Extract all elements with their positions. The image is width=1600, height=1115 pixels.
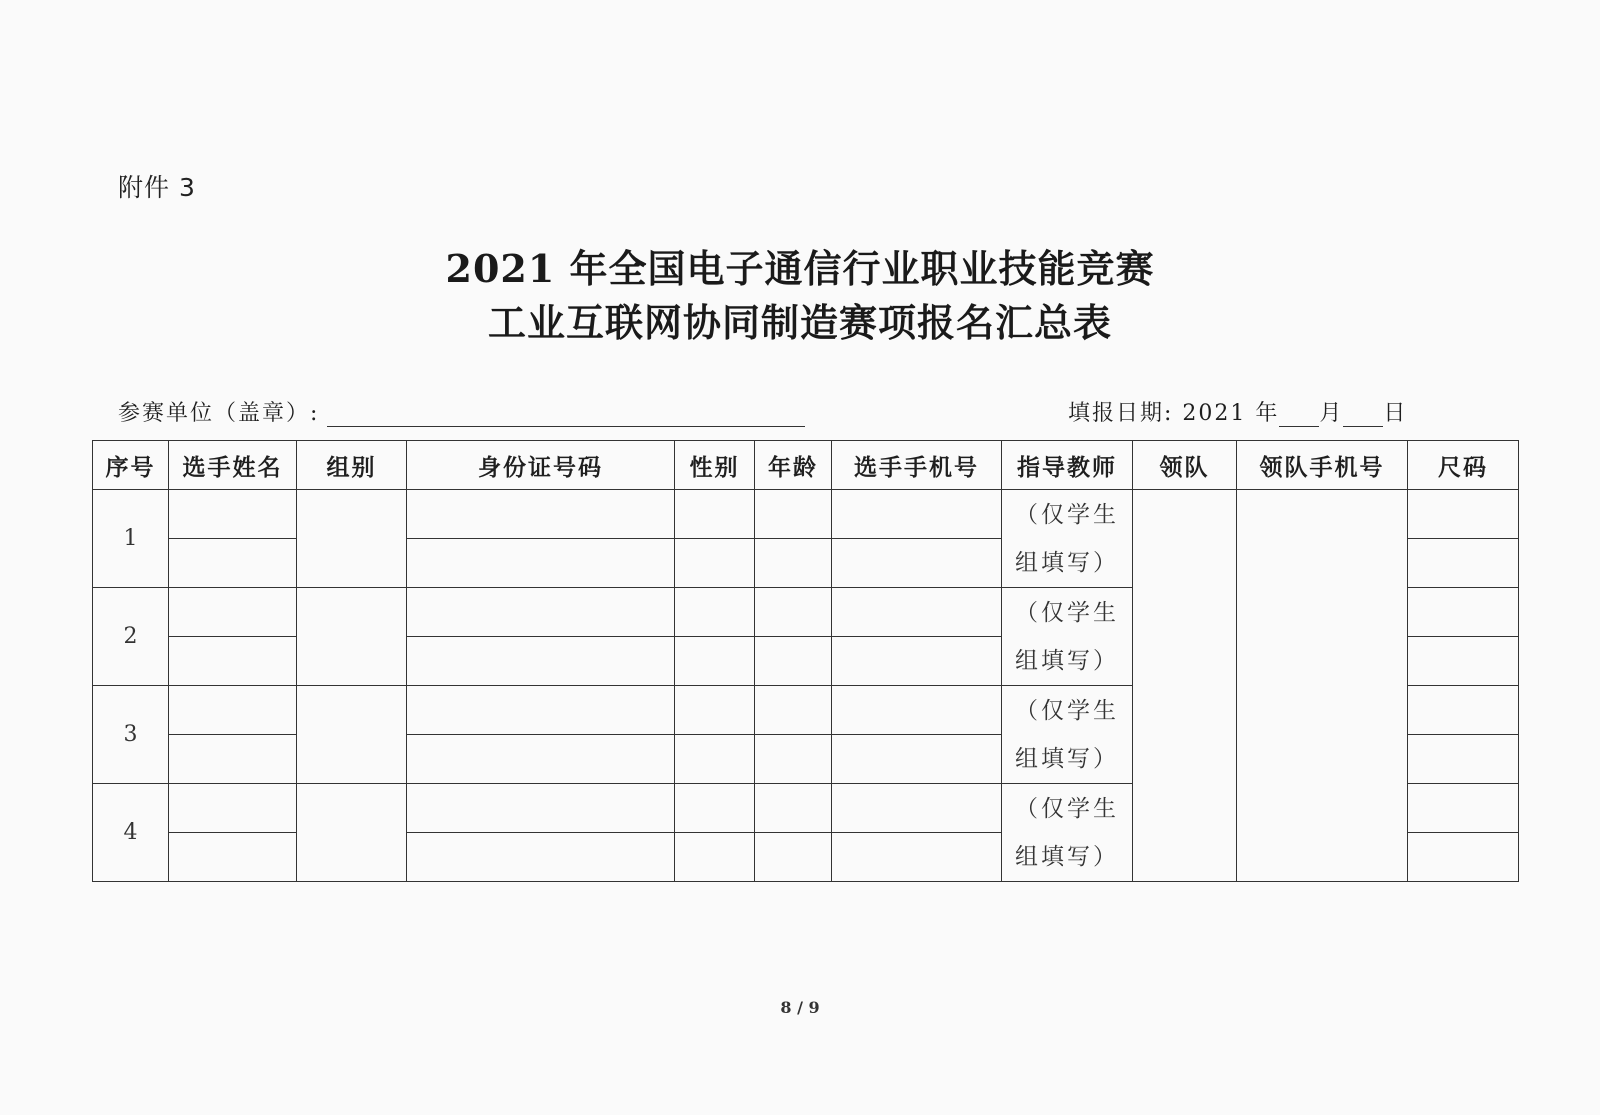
header-player-phone: 选手手机号: [832, 441, 1002, 490]
group-cell[interactable]: [297, 588, 407, 686]
player-phone-cell[interactable]: [832, 588, 1002, 637]
seq-cell: 2: [93, 588, 169, 686]
team-leader-cell[interactable]: [1133, 490, 1237, 882]
table-row: [93, 490, 1519, 539]
participating-unit-field[interactable]: [327, 400, 805, 427]
seq-cell: 4: [93, 784, 169, 882]
header-seq: 序号: [93, 441, 169, 490]
size-cell[interactable]: [1408, 539, 1519, 588]
gender-cell[interactable]: [675, 490, 755, 539]
size-cell[interactable]: [1408, 490, 1519, 539]
instructor-cell[interactable]: [1002, 588, 1133, 686]
header-player-name: 选手姓名: [169, 441, 297, 490]
age-cell[interactable]: [755, 539, 832, 588]
fill-date-month-field[interactable]: [1279, 402, 1319, 427]
id-number-cell[interactable]: [407, 539, 675, 588]
age-cell[interactable]: [755, 588, 832, 637]
participating-unit-row: [118, 396, 805, 427]
player-name-cell[interactable]: [169, 833, 297, 882]
age-cell[interactable]: [755, 686, 832, 735]
player-name-cell[interactable]: [169, 588, 297, 637]
gender-cell[interactable]: [675, 539, 755, 588]
age-cell[interactable]: [755, 784, 832, 833]
gender-cell[interactable]: [675, 833, 755, 882]
header-gender: 性别: [675, 441, 755, 490]
gender-cell[interactable]: [675, 637, 755, 686]
size-cell[interactable]: [1408, 637, 1519, 686]
player-phone-cell[interactable]: [832, 490, 1002, 539]
id-number-cell[interactable]: [407, 784, 675, 833]
instructor-note-line1: （仅学生: [1015, 795, 1119, 822]
player-phone-cell[interactable]: [832, 784, 1002, 833]
gender-cell[interactable]: [675, 735, 755, 784]
age-cell[interactable]: [755, 637, 832, 686]
age-cell[interactable]: [755, 833, 832, 882]
id-number-cell[interactable]: [407, 686, 675, 735]
size-cell[interactable]: [1408, 735, 1519, 784]
age-cell[interactable]: [755, 490, 832, 539]
gender-cell[interactable]: [675, 686, 755, 735]
header-instructor: 指导教师: [1002, 441, 1133, 490]
participating-unit-label: 参赛单位（盖章）:: [118, 401, 320, 426]
size-cell[interactable]: [1408, 686, 1519, 735]
header-age: 年龄: [755, 441, 832, 490]
group-cell[interactable]: [297, 784, 407, 882]
leader-phone-cell[interactable]: [1237, 490, 1408, 882]
player-phone-cell[interactable]: [832, 735, 1002, 784]
size-cell[interactable]: [1408, 784, 1519, 833]
age-cell[interactable]: [755, 735, 832, 784]
fill-date-day-field[interactable]: [1343, 402, 1383, 427]
id-number-cell[interactable]: [407, 833, 675, 882]
seq-cell: 3: [93, 686, 169, 784]
fill-date-row: [1068, 396, 1407, 427]
group-cell[interactable]: [297, 686, 407, 784]
instructor-note-line2: 组填写）: [1015, 549, 1119, 576]
id-number-cell[interactable]: [407, 637, 675, 686]
instructor-note-line1: （仅学生: [1015, 697, 1119, 724]
gender-cell[interactable]: [675, 588, 755, 637]
player-name-cell[interactable]: [169, 539, 297, 588]
instructor-cell[interactable]: [1002, 686, 1133, 784]
group-cell[interactable]: [297, 490, 407, 588]
fill-date-label: 填报日期: 2021 年: [1068, 401, 1280, 426]
instructor-note-line1: （仅学生: [1015, 501, 1119, 528]
page-number: 8 / 9: [780, 998, 820, 1017]
player-name-cell[interactable]: [169, 686, 297, 735]
player-name-cell[interactable]: [169, 735, 297, 784]
header-id-number: 身份证号码: [407, 441, 675, 490]
header-size: 尺码: [1408, 441, 1519, 490]
seq-cell: 1: [93, 490, 169, 588]
id-number-cell[interactable]: [407, 735, 675, 784]
attachment-label: 附件 3: [118, 173, 196, 202]
fill-date-month-label: 月: [1319, 401, 1344, 426]
instructor-note-line2: 组填写）: [1015, 745, 1119, 772]
form-title-line2: 工业互联网协同制造赛项报名汇总表: [487, 300, 1112, 345]
form-title-line1: 2021 年全国电子通信行业职业技能竞赛: [445, 246, 1155, 291]
instructor-note-line2: 组填写）: [1015, 843, 1119, 870]
player-phone-cell[interactable]: [832, 637, 1002, 686]
player-name-cell[interactable]: [169, 490, 297, 539]
size-cell[interactable]: [1408, 588, 1519, 637]
registration-table: [92, 440, 1519, 882]
header-leader-phone: 领队手机号: [1237, 441, 1408, 490]
player-phone-cell[interactable]: [832, 686, 1002, 735]
instructor-note-line1: （仅学生: [1015, 599, 1119, 626]
instructor-cell[interactable]: [1002, 490, 1133, 588]
gender-cell[interactable]: [675, 784, 755, 833]
id-number-cell[interactable]: [407, 490, 675, 539]
header-team-leader: 领队: [1133, 441, 1237, 490]
player-name-cell[interactable]: [169, 784, 297, 833]
instructor-note-line2: 组填写）: [1015, 647, 1119, 674]
size-cell[interactable]: [1408, 833, 1519, 882]
player-phone-cell[interactable]: [832, 833, 1002, 882]
player-phone-cell[interactable]: [832, 539, 1002, 588]
id-number-cell[interactable]: [407, 588, 675, 637]
player-name-cell[interactable]: [169, 637, 297, 686]
header-group: 组别: [297, 441, 407, 490]
instructor-cell[interactable]: [1002, 784, 1133, 882]
fill-date-day-label: 日: [1383, 401, 1408, 426]
header-row: [93, 441, 1519, 490]
